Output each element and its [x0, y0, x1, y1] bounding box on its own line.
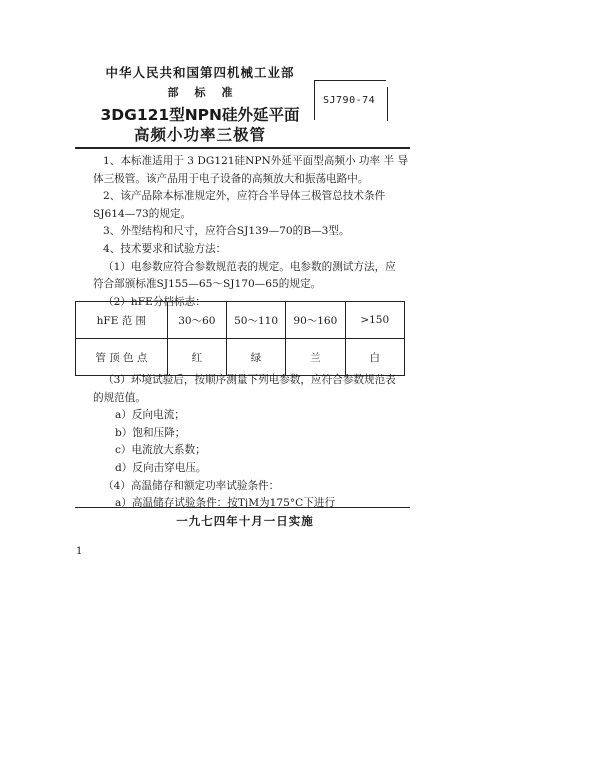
table-cell: 50～110	[226, 302, 285, 339]
paragraph: 4、技术要求和试验方法：	[103, 242, 227, 255]
paragraph: 2、该产品除本标准规定外，应符合半导体三极管总技术条件	[103, 190, 386, 203]
list-item: a）高温储存试验条件：按TjM为175°C下进行	[115, 497, 336, 510]
paragraph: （4）高温储存和额定功率试验条件：	[103, 479, 280, 492]
table-cell: 兰	[286, 339, 345, 376]
paragraph: 体三极管。该产品用于电子设备的高频放大和振荡电路中。	[93, 172, 369, 185]
dept-part: 准	[221, 86, 233, 99]
page-number: 1	[76, 546, 83, 557]
paragraph: （2）hFE分档标志：	[103, 295, 206, 308]
table-cell: 白	[345, 339, 405, 376]
paragraph: 的规范值。	[93, 391, 146, 404]
list-item: d）反向击穿电压。	[115, 461, 207, 474]
paragraph: （1）电参数应符合参数规范表的规定。电参数的测试方法，应	[103, 260, 396, 273]
table-cell: hFE 范 围	[76, 302, 168, 339]
list-item: c）电流放大系数；	[115, 444, 206, 457]
document-title-line2: 高频小功率三极管	[133, 126, 266, 144]
effective-date: 一九七四年十月一日实施	[176, 514, 314, 528]
table-row	[76, 339, 405, 376]
table-cell: 红	[167, 339, 226, 376]
document-title-line1: 3DG121型NPN硅外延平面	[100, 106, 300, 124]
dept-part: 部	[167, 86, 179, 99]
paragraph: 1、本标准适用于 3 DG121硅NPN外延平面型高频小 功率 半 导	[103, 155, 409, 167]
table-cell: 绿	[226, 339, 285, 376]
table-row	[76, 302, 405, 339]
table-cell: 管 顶 色 点	[76, 339, 168, 376]
paragraph: SJ614—73的规定。	[93, 207, 192, 220]
table-cell: 90～160	[286, 302, 345, 339]
list-item: b）饱和压降；	[115, 426, 186, 439]
footer-divider	[75, 507, 410, 508]
dept-standard-label	[100, 84, 300, 100]
list-item: a）反向电流；	[115, 409, 185, 422]
header-divider	[75, 147, 410, 149]
standard-code: SJ790-74	[323, 95, 376, 106]
table-cell: 30～60	[167, 302, 226, 339]
hfe-grade-table	[75, 301, 405, 376]
body-section-2	[93, 372, 413, 513]
box-edge	[385, 87, 388, 121]
standard-code-box	[314, 80, 386, 120]
body-section-1	[93, 153, 413, 311]
dept-part: 标	[194, 86, 206, 99]
ministry-name: 中华人民共和国第四机械工业部	[105, 65, 295, 80]
table-cell: >150	[345, 302, 405, 339]
paragraph: 3、外型结构和尺寸，应符合SJ139—70的B—3型。	[103, 225, 350, 238]
paragraph: （3）环境试验后，按顺序测量下列电参数，应符合参数规范表	[103, 374, 396, 386]
paragraph: 符合部颁标准SJ155—65～SJ170—65的规定。	[93, 278, 322, 291]
